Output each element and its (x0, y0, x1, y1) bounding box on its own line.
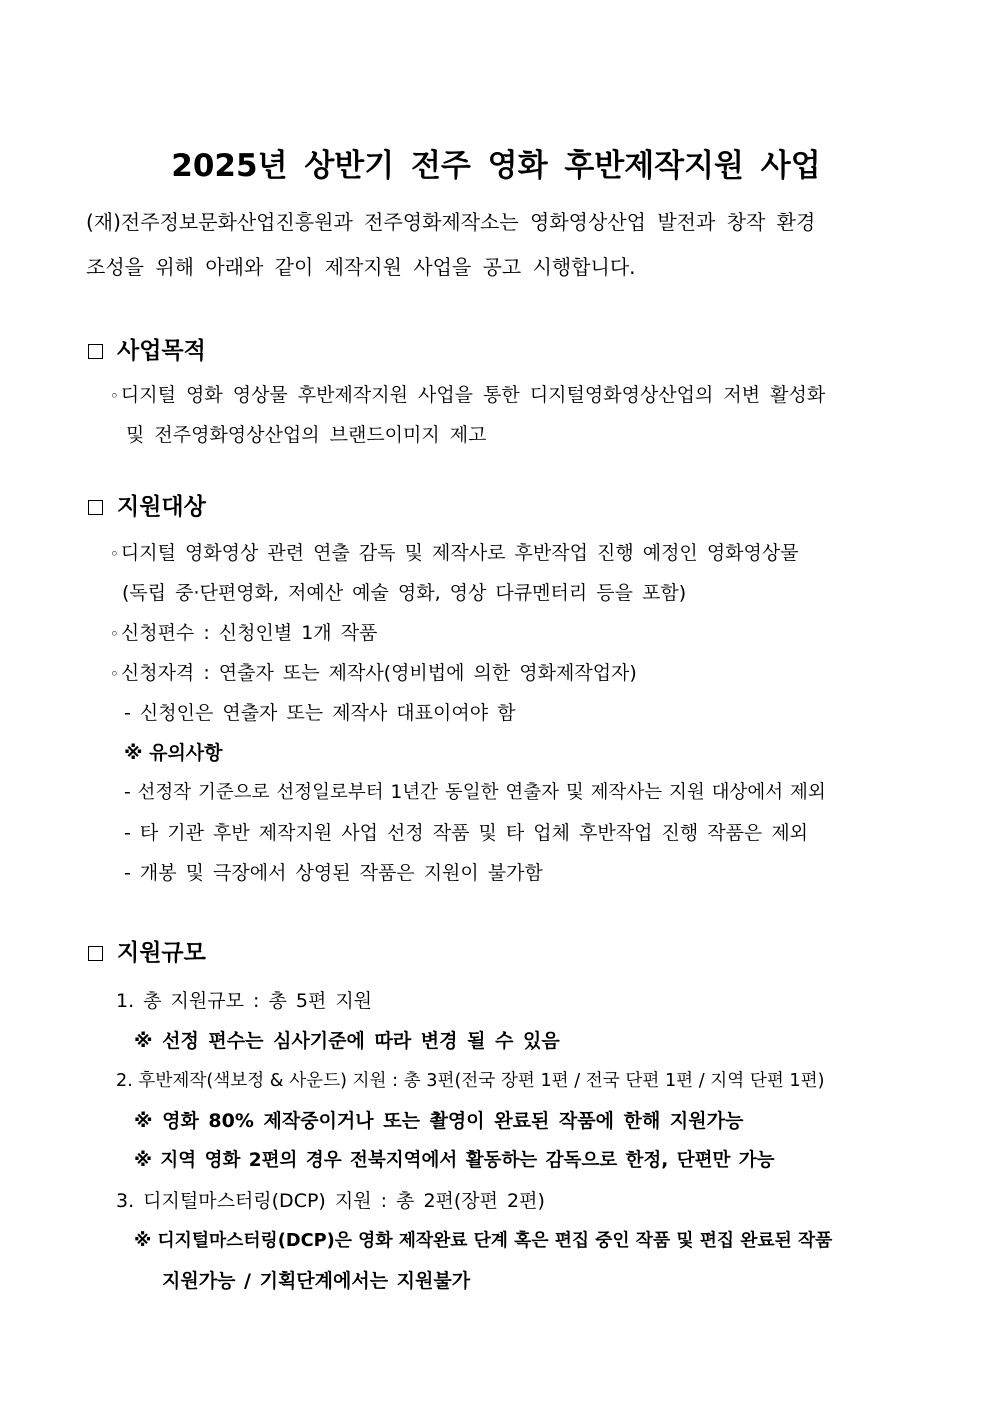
section-heading-label: 지원대상 (117, 494, 206, 520)
target-line-2: (독립 중·단편영화, 저예산 예술 영화, 영상 다큐멘터리 등을 포함) (122, 582, 687, 604)
purpose-line-1 (110, 382, 825, 409)
scale-line-5: ※ 지역 영화 2편의 경우 전북지역에서 활동하는 감독으로 한정, 단편만 가능 (134, 1150, 775, 1171)
purpose-line-1-text: 디지털 영화 영상물 후반제작지원 사업을 통한 디지털영화영상산업의 저변 활성화 (120, 384, 826, 406)
circle-bullet-icon: ◦ (110, 387, 119, 405)
section-heading-target (88, 492, 206, 522)
circle-bullet-icon: ◦ (110, 665, 119, 683)
target-line-8: - 타 기관 후반 제작지원 사업 선정 작품 및 타 업체 후반작업 진행 작품은 제외 (124, 822, 809, 844)
scale-line-4: ※ 영화 80% 제작중이거나 또는 촬영이 완료된 작품에 한해 지원가능 (134, 1110, 744, 1132)
section-heading-scale (88, 938, 206, 968)
target-line-3-text: 신청편수 : 신청인별 1개 작품 (120, 622, 378, 644)
intro-line-1: (재)전주정보문화산업진흥원과 전주영화제작소는 영화영상산업 발전과 창작 환경 (86, 210, 816, 234)
target-line-9: - 개봉 및 극장에서 상영된 작품은 지원이 불가함 (124, 862, 543, 884)
target-line-4 (110, 660, 637, 687)
target-line-1-text: 디지털 영화영상 관련 연출 감독 및 제작사로 후반작업 진행 예정인 영화영상물 (120, 542, 799, 564)
target-line-5: - 신청인은 연출자 또는 제작사 대표이여야 함 (124, 702, 516, 724)
scale-line-1: 1. 총 지원규모 : 총 5편 지원 (116, 990, 373, 1012)
scale-line-3: 2. 후반제작(색보정 & 사운드) 지원 : 총 3편(전국 장편 1편 / 전국 단편 1편 / 지역 단편 1편) (116, 1071, 825, 1091)
target-notice-heading: ※ 유의사항 (124, 742, 223, 764)
target-line-3 (110, 620, 377, 647)
section-heading-label: 사업목적 (117, 338, 206, 364)
circle-bullet-icon: ◦ (110, 545, 119, 563)
checkbox-square-icon (88, 344, 103, 359)
section-heading-purpose (88, 336, 206, 366)
scale-line-7: ※ 디지털마스터링(DCP)은 영화 제작완료 단계 혹은 편집 중인 작품 및 편집 완료된 작품 (134, 1230, 833, 1251)
target-line-7: - 선정작 기준으로 선정일로부터 1년간 동일한 연출자 및 제작사는 지원 대상에서 제외 (124, 782, 826, 803)
circle-bullet-icon: ◦ (110, 625, 119, 643)
section-heading-label: 지원규모 (117, 940, 206, 966)
scale-line-2: ※ 선정 편수는 심사기준에 따라 변경 될 수 있음 (134, 1030, 560, 1052)
checkbox-square-icon (88, 946, 103, 961)
target-line-1 (110, 540, 799, 567)
scale-line-8: 지원가능 / 기획단계에서는 지원불가 (162, 1270, 471, 1292)
intro-line-2: 조성을 위해 아래와 같이 제작지원 사업을 공고 시행합니다. (86, 255, 636, 279)
scale-line-6: 3. 디지털마스터링(DCP) 지원 : 총 2편(장편 2편) (116, 1190, 545, 1212)
target-line-4-text: 신청자격 : 연출자 또는 제작사(영비법에 의한 영화제작업자) (120, 662, 637, 684)
purpose-line-2: 및 전주영화영상산업의 브랜드이미지 제고 (126, 424, 487, 446)
checkbox-square-icon (88, 500, 103, 515)
document-title: 2025년 상반기 전주 영화 후반제작지원 사업 (171, 148, 821, 184)
